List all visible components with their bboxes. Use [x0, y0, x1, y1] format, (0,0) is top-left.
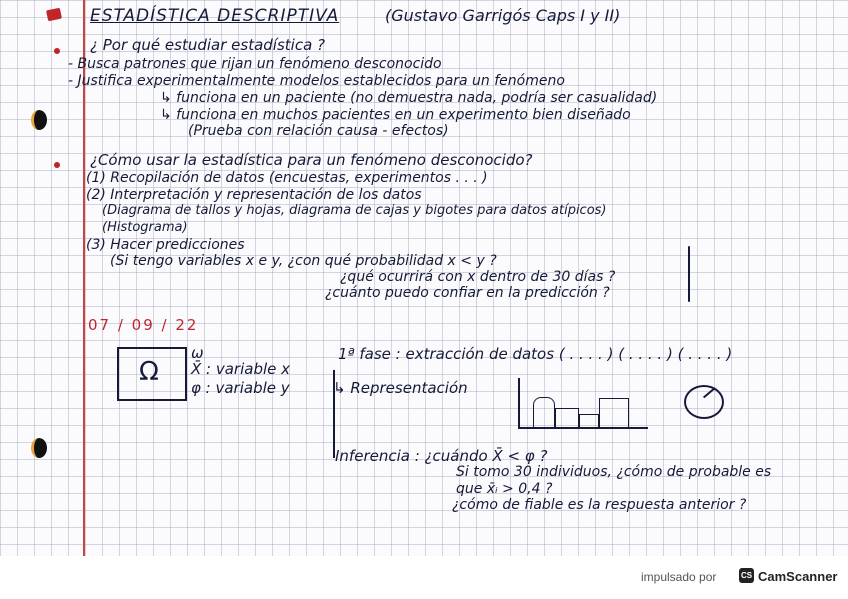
bullet-dot	[54, 162, 60, 168]
histogram-bar	[555, 408, 579, 428]
omega-box	[117, 347, 187, 401]
note-line: (Prueba con relación causa - efectos)	[188, 123, 449, 139]
omega-small: ω	[191, 344, 204, 362]
step-line: (3) Hacer predicciones	[86, 237, 245, 253]
histogram-bar	[579, 414, 599, 428]
camscanner-brand: CamScanner	[758, 569, 838, 584]
histogram-axis	[518, 378, 520, 428]
step-line: (Diagrama de tallos y hojas, diagrama de cajas y bigotes para datos atípicos)	[102, 203, 607, 218]
note-line: ↳ funciona en un paciente (no demuestra nada, podría ser casualidad)	[160, 90, 658, 106]
camscanner-logo-icon: CS	[739, 568, 754, 583]
omega-symbol: Ω	[139, 357, 159, 387]
note-line: - Justifica experimentalmente modelos establecidos para un fenómeno	[68, 73, 565, 89]
bullet-dot	[54, 48, 60, 54]
phase-inference: Inferencia : ¿cuándo X̄ < φ ?	[335, 447, 548, 465]
phase-extraction: 1ª fase : extracción de datos ( . . . . ) ( . . . . ) ( . . . . )	[338, 345, 733, 363]
inference-note: Si tomo 30 individuos, ¿cómo de probable es	[456, 464, 772, 480]
page-title: ESTADÍSTICA DESCRIPTIVA	[90, 6, 340, 26]
date: 07 / 09 / 22	[88, 316, 199, 334]
histogram-bar	[599, 398, 629, 428]
closing-bracket	[688, 246, 690, 302]
footer-prefix: impulsado por	[641, 570, 717, 584]
scanner-footer	[0, 556, 848, 599]
question-2: ¿Cómo usar la estadística para un fenómeno desconocido?	[90, 151, 533, 169]
variable-y: φ : variable y	[191, 379, 290, 397]
inference-note: que x̄ᵢ > 0,4 ?	[456, 481, 553, 497]
step-line: (2) Interpretación y representación de los datos	[86, 187, 422, 203]
author-info: (Gustavo Garrigós Caps I y II)	[385, 6, 621, 25]
question-1: ¿ Por qué estudiar estadística ?	[90, 36, 325, 54]
phase-representation: ↳ Representación	[333, 379, 468, 397]
note-line: - Busca patrones que rijan un fenómeno desconocido	[68, 56, 442, 72]
variable-x: X̄ : variable x	[191, 360, 291, 378]
red-star-mark	[46, 8, 62, 22]
step-line: (Histograma)	[102, 220, 188, 235]
step-question: (Si tengo variables x e y, ¿con qué probabilidad x < y ?	[110, 253, 497, 269]
binder-hole	[31, 438, 47, 458]
step-question: ¿cuánto puedo confiar en la predicción ?	[325, 285, 610, 301]
step-line: (1) Recopilación de datos (encuestas, experimentos . . . )	[86, 170, 488, 186]
histogram-bar	[533, 397, 555, 428]
pie-sketch	[684, 385, 724, 419]
step-question: ¿qué ocurrirá con x dentro de 30 días ?	[340, 269, 616, 285]
binder-hole	[31, 110, 47, 130]
inference-note: ¿cómo de fiable es la respuesta anterior ?	[452, 497, 747, 513]
note-line: ↳ funciona en muchos pacientes en un experimento bien diseñado	[160, 107, 631, 123]
